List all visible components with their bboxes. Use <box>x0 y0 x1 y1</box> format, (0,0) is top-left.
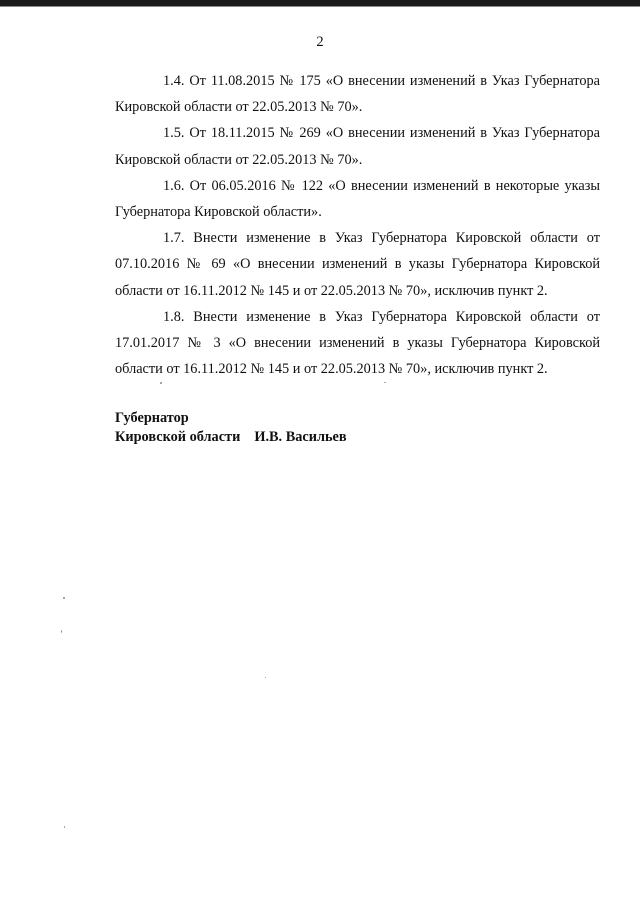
scan-speck <box>63 597 65 599</box>
signatory-region: Кировской области <box>115 429 241 445</box>
scan-speck <box>61 630 62 633</box>
scan-speck <box>160 382 162 384</box>
paragraph-1-7: 1.7. Внести изменение в Указ Губернатора Кировской области от 07.10.2016 № 69 «О внесении изменений в указы Губернатора Кировской области от 16.11.2012 № 145 и от 22.05.2013 № 70», исключив пункт 2. <box>115 230 600 299</box>
paragraph-1-6: 1.6. От 06.05.2016 № 122 «О внесении изменений в некоторые указы Губернатора Кировской области». <box>115 177 600 221</box>
signatory-title-line-2 <box>115 428 347 447</box>
top-border-shadow-line <box>0 6 640 7</box>
paragraph-1-4: 1.4. От 11.08.2015 № 175 «О внесении изменений в Указ Губернатора Кировской области от 22.05.2013 № 70». <box>115 73 600 116</box>
signatory-name: И.В. Васильев <box>254 429 347 445</box>
scan-speck <box>384 382 386 383</box>
paragraph-1-5: 1.5. От 18.11.2015 № 269 «О внесении изменений в Указ Губернатора Кировской области от 22.05.2013 № 70». <box>115 125 600 168</box>
signature-block <box>115 409 347 447</box>
scan-speck <box>64 826 65 828</box>
signatory-title-line-1: Губернатор <box>115 410 189 426</box>
document-body <box>115 68 600 382</box>
paragraph-1-8: 1.8. Внести изменение в Указ Губернатора Кировской области от 17.01.2017 № 3 «О внесении изменений в указы Губернатора Кировской области от 16.11.2012 № 145 и от 22.05.2013 № 70», исключив пункт 2. <box>115 308 600 378</box>
scan-speck <box>265 677 266 678</box>
page-number: 2 <box>316 34 324 50</box>
